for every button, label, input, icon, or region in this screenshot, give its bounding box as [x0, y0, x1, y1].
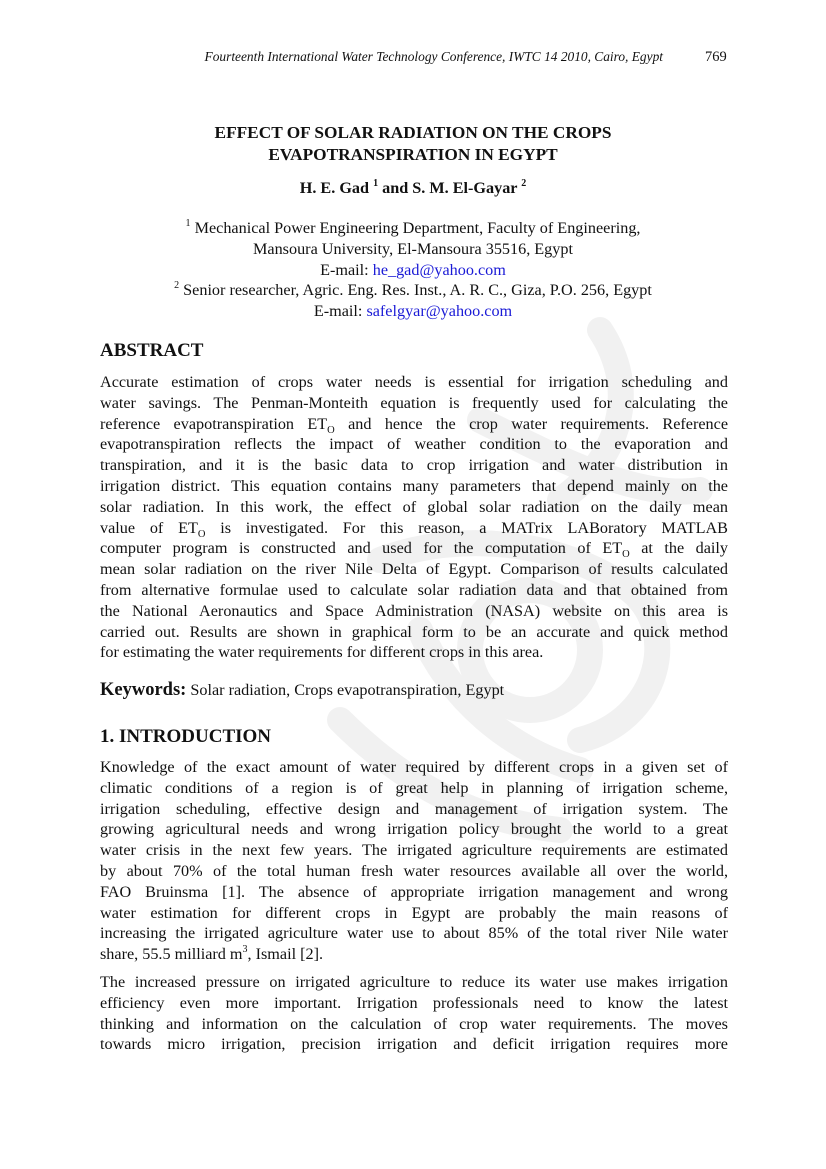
affiliations	[0, 218, 826, 322]
title-line-1: EFFECT OF SOLAR RADIATION ON THE CROPS	[214, 123, 612, 142]
intro-line: water crisis in the next few years. The irrigated agriculture requirements are estimated	[100, 841, 728, 860]
abstract-line: the National Aeronautics and Space Administration (NASA) website on this area is	[100, 601, 728, 620]
introduction-paragraph-2	[100, 972, 728, 1055]
keywords-label: Keywords:	[100, 680, 187, 700]
page-number: 769	[705, 49, 727, 65]
intro-line: irrigation scheduling, effective design and management of irrigation system. The	[100, 799, 728, 818]
abstract-line: carried out. Results are shown in graphical form to be an accurate and quick method	[100, 622, 728, 641]
intro-line: by about 70% of the total human fresh water resources available all over the world,	[100, 861, 728, 880]
intro-line: water estimation for different crops in Egypt are probably the main reasons of	[100, 903, 728, 922]
affil-1-mark: 1	[185, 217, 191, 229]
author-1-affil-mark: 1	[373, 177, 379, 189]
author-conjunction: and	[382, 179, 409, 197]
abstract-line: solar radiation. In this work, the effect of global solar radiation on the daily mean	[100, 497, 728, 516]
author-2: S. M. El-Gayar	[412, 179, 518, 197]
abstract-line: transpiration, and it is the basic data to crop irrigation and water distribution in	[100, 456, 728, 475]
affiliation-1-line-2: Mansoura University, El-Mansoura 35516, Egypt	[253, 239, 573, 258]
paper-title	[0, 122, 826, 166]
intro-line: increasing the irrigated agriculture water use to about 85% of the total river Nile water	[100, 924, 728, 943]
abstract-line: irrigation district. This equation contains many parameters that depend mainly on the	[100, 476, 728, 495]
intro-line: Knowledge of the exact amount of water required by different crops in a given set of	[100, 758, 728, 776]
abstract-heading: ABSTRACT	[100, 340, 204, 361]
intro-line: thinking and information on the calculation of crop water requirements. The moves	[100, 1014, 728, 1033]
intro-line: share, 55.5 milliard $m^3$, Ismail [2].	[100, 943, 324, 964]
running-header	[0, 49, 826, 69]
abstract-body	[100, 372, 728, 663]
affiliation-2-line-1: $^2$ Senior researcher, Agric. Eng. Res. Inst., A. R. C., Giza, P.O. 256, Egypt	[174, 280, 652, 300]
keywords-text: Solar radiation, Crops evapotranspiration, Egypt	[186, 681, 505, 699]
introduction-heading: 1. INTRODUCTION	[100, 726, 272, 747]
abstract-line: mean solar radiation on the river Nile Delta of Egypt. Comparison of results calculated	[100, 560, 728, 579]
intro-line: towards micro irrigation, precision irrigation and deficit irrigation requires more	[100, 1035, 728, 1054]
abstract-line: for estimating the water requirements for different crops in this area.	[100, 643, 544, 662]
abstract-line: computer program is constructed and used for the computation of $ET_O$ at the daily	[100, 539, 729, 561]
intro-line: growing agricultural needs and wrong irrigation policy brought the world to a great	[100, 820, 728, 839]
author-1: H. E. Gad	[299, 179, 370, 197]
abstract-line: reference evapotranspiration $ET_O$ and hence the crop water requirements. Reference	[100, 414, 728, 436]
affil-2-mark: 2	[174, 280, 180, 291]
intro-line: FAO Bruinsma [1]. The absence of appropriate irrigation management and wrong	[100, 882, 728, 901]
intro-line: The increased pressure on irrigated agriculture to reduce its water use makes irrigation	[100, 973, 728, 991]
email-link-1[interactable]: he_gad@yahoo.com	[372, 260, 506, 279]
abstract-line: Accurate estimation of crops water needs is essential for irrigation scheduling and	[100, 373, 728, 391]
introduction-paragraph-1	[100, 757, 728, 965]
email-line-1: E-mail: he_gad@yahoo.com	[320, 260, 506, 279]
intro-line: climatic conditions of a region is of great help in planning of irrigation scheme,	[100, 778, 728, 797]
abstract-line: from alternative formulae used to calculate solar radiation data and that obtained from	[100, 580, 728, 599]
email-link-2[interactable]: safelgyar@yahoo.com	[366, 302, 513, 321]
abstract-line: water savings. The Penman-Monteith equation is frequently used for calculating the	[100, 393, 728, 412]
intro-line: efficiency even more important. Irrigation professionals need to know the latest	[100, 993, 728, 1012]
author-2-affil-mark: 2	[521, 177, 527, 189]
abstract-line: evapotranspiration reflects the impact of weather condition to the evaporation and	[100, 435, 728, 454]
title-line-2: EVAPOTRANSPIRATION IN EGYPT	[268, 145, 558, 164]
affiliation-1-line-1: $^1$ Mechanical Power Engineering Department, Faculty of Engineering,	[185, 217, 641, 237]
conference-name: Fourteenth International Water Technology Conference, IWTC 14 2010, Cairo, Egypt	[204, 49, 663, 64]
keywords	[100, 680, 504, 701]
abstract-line: value of $ET_O$ is investigated. For this reason, a MATrix LABoratory MATLAB	[100, 518, 728, 540]
email-line-2: E-mail: safelgyar@yahoo.com	[313, 302, 513, 321]
author-list	[0, 179, 826, 198]
